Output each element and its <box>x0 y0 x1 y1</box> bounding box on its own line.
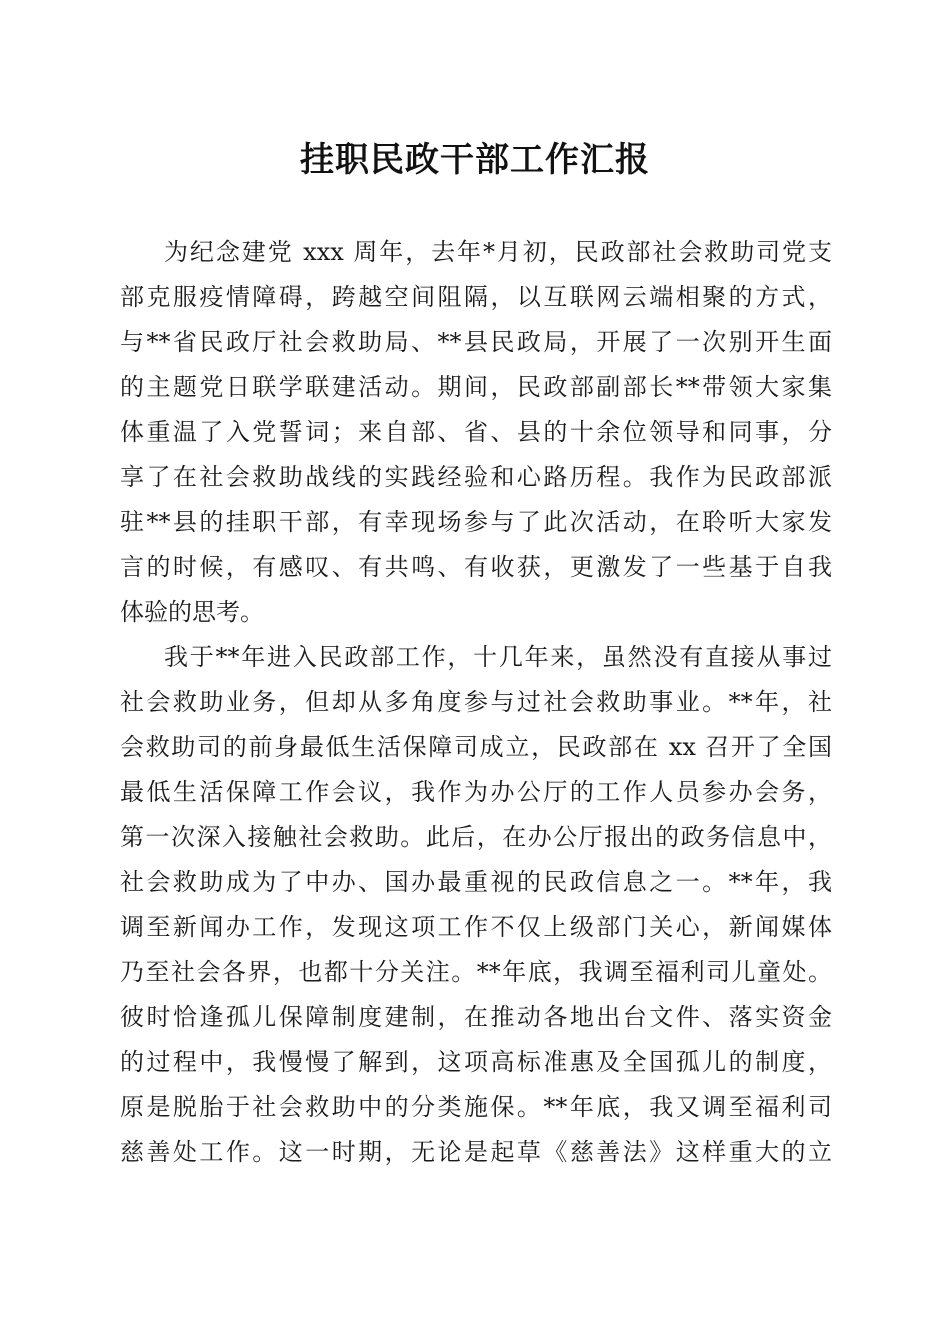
text-line: 最低生活保障工作会议，我作为办公厅的工作人员参办会务， <box>120 778 832 806</box>
document-title: 挂职民政干部工作汇报 <box>300 140 650 180</box>
text-line: 我于**年进入民政部工作，十几年来，虽然没有直接从事过 <box>164 643 832 671</box>
paragraph-2 <box>120 635 832 1175</box>
text-line: 部克服疫情障碍，跨越空间阻隔，以互联网云端相聚的方式， <box>120 283 832 311</box>
text-line: 的主题党日联学联建活动。期间，民政部副部长**带领大家集 <box>120 373 832 401</box>
text-line: 原是脱胎于社会救助中的分类施保。**年底，我又调至福利司 <box>120 1093 832 1121</box>
text-line: 会救助司的前身最低生活保障司成立，民政部在 xx 召开了全国 <box>120 733 832 761</box>
text-line: 社会救助成为了中办、国办最重视的民政信息之一。**年，我 <box>120 868 832 896</box>
text-line: 第一次深入接触社会救助。此后，在办公厅报出的政务信息中， <box>120 823 832 851</box>
text-line: 体重温了入党誓词；来自部、省、县的十余位领导和同事，分 <box>120 418 832 446</box>
text-line: 体验的思考。 <box>120 598 264 626</box>
text-line: 慈善处工作。这一时期，无论是起草《慈善法》这样重大的立 <box>120 1138 832 1166</box>
paragraph-1 <box>120 230 832 635</box>
text-line: 享了在社会救助战线的实践经验和心路历程。我作为民政部派 <box>120 463 832 491</box>
text-line: 为纪念建党 xxx 周年，去年*月初，民政部社会救助司党支 <box>164 238 832 266</box>
text-line: 言的时候，有感叹、有共鸣、有收获，更激发了一些基于自我 <box>120 553 832 581</box>
text-line: 的过程中，我慢慢了解到，这项高标准惠及全国孤儿的制度， <box>120 1048 832 1076</box>
text-line: 彼时恰逢孤儿保障制度建制，在推动各地出台文件、落实资金 <box>120 1003 832 1031</box>
text-line: 调至新闻办工作，发现这项工作不仅上级部门关心，新闻媒体 <box>120 913 832 941</box>
document-body <box>120 230 832 1175</box>
text-line: 乃至社会各界，也都十分关注。**年底，我调至福利司儿童处。 <box>120 958 832 986</box>
text-line: 驻**县的挂职干部，有幸现场参与了此次活动，在聆听大家发 <box>120 508 832 536</box>
text-line: 与**省民政厅社会救助局、**县民政局，开展了一次别开生面 <box>120 328 832 356</box>
text-line: 社会救助业务，但却从多角度参与过社会救助事业。**年，社 <box>120 688 832 716</box>
